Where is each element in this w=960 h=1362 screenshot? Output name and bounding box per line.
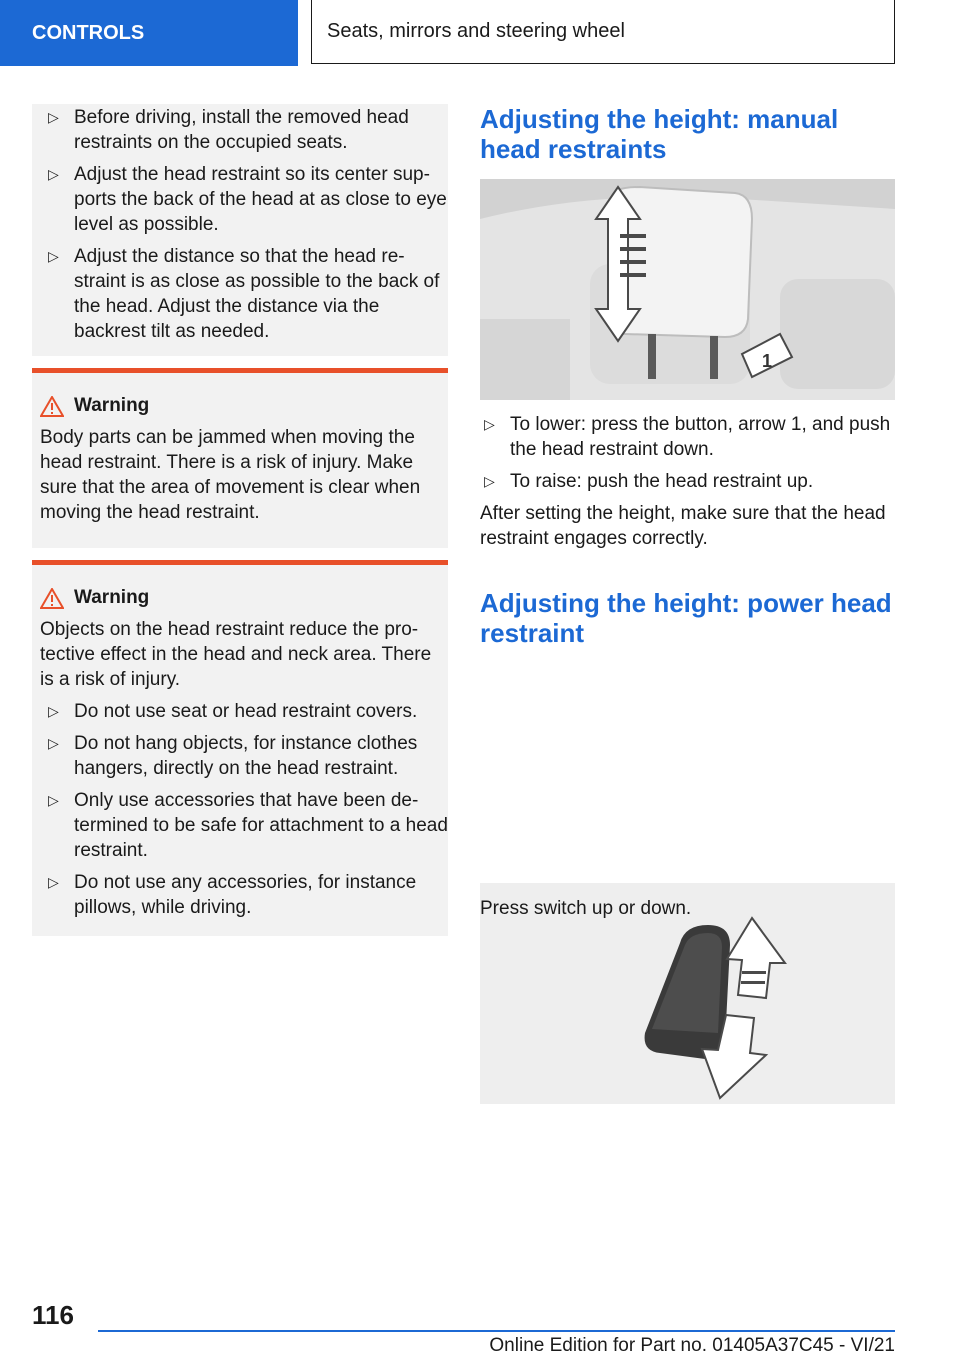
list-item: ▷ Adjust the head restraint so its center sup-ports the back of the head at as close to eye level as possible. [48,164,447,235]
body-text: After setting the height, make sure that the head restraint engages correctly. [480,503,886,549]
bullet-triangle-icon: ▷ [48,166,59,182]
list-item: ▷ Adjust the distance so that the head re-straint is as close as possible to the back of the head. Adjust the distance via the backrest tilt as needed. [48,246,440,342]
chapter-header [311,0,895,64]
list-item: ▷ Do not hang objects, for instance clothes hangers, directly on the head restraint. [48,733,418,779]
section-tab [0,0,298,66]
power-section [480,588,895,648]
bullet-triangle-icon: ▷ [484,416,495,432]
list-item: ▷ Before driving, install the removed head restraints on the occupied seats. [48,107,409,153]
bullet-triangle-icon: ▷ [48,248,59,264]
list-item: ▷ Do not use seat or head restraint covers. [48,701,418,722]
manual-section [480,104,895,164]
section-title: CONTROLS [32,21,145,44]
bullet-triangle-icon: ▷ [484,473,495,489]
warning-heading: Warning [32,393,448,419]
page-number: 116 [32,1300,74,1330]
warning-box [32,560,448,936]
warning-text: Objects on the head restraint reduce the pro-tective effect in the head and neck area. There is a risk of injury. [40,619,432,690]
callout-label: 1 [762,351,773,371]
warning-triangle-icon [40,588,64,609]
head-restraint-image [480,179,895,400]
edition-note: Online Edition for Part no. 01405A37C45 - VI/21 [489,1335,895,1356]
warning-box [32,368,448,548]
list-item: ▷ Only use accessories that have been de-termined to be safe for attachment to a head restraint. [48,790,448,861]
bullet-triangle-icon: ▷ [48,874,59,890]
section-heading: Adjusting the height: manual head restraints [480,104,839,164]
manual-head-restraint-illustration [480,179,895,400]
footer-rule [98,1330,895,1332]
manual-instructions [480,412,895,551]
list-item: ▷ Do not use any accessories, for instance pillows, while driving. [48,872,417,918]
bullet-triangle-icon: ▷ [48,792,59,808]
section-heading: Adjusting the height: power head restraint [480,588,892,648]
list-item: ▷ To lower: press the button, arrow 1, and push the head restraint down. [484,414,891,460]
figure-caption: Press switch up or down. [480,898,692,919]
bullet-triangle-icon: ▷ [48,703,59,719]
bullet-triangle-icon: ▷ [48,735,59,751]
warning-triangle-icon [40,396,64,417]
warning-text: Body parts can be jammed when moving the head restraint. There is a risk of injury. Make sure that the area of movement is clear when moving the head restraint. [40,427,421,523]
warning-heading: Warning [32,585,448,611]
instruction-box [32,104,448,356]
bullet-triangle-icon: ▷ [48,109,59,125]
list-item: ▷ To raise: push the head restraint up. [484,471,814,492]
chapter-title: Seats, mirrors and steering wheel [327,20,625,42]
